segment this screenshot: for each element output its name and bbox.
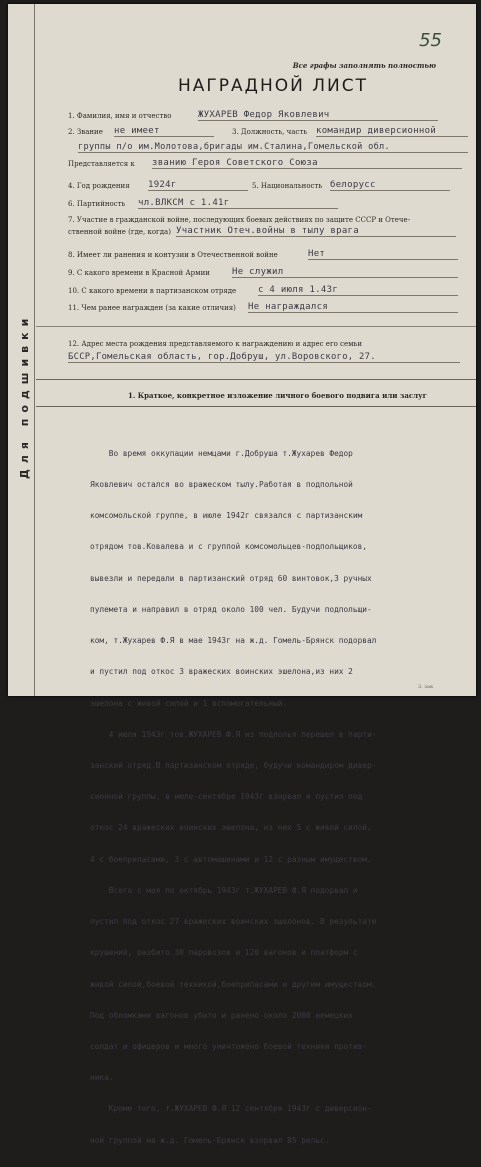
narrative-line: отрядом тов.Ковалева и с группой комсомольцев-подпольщиков, (90, 542, 367, 552)
narrative-line: Во время оккупации немцами г.Добруша т.Жухарев Федор (90, 448, 353, 458)
field-11-row (68, 304, 466, 316)
field-4-value: 1924г (148, 180, 248, 191)
field-10-label: 10. С какого времени в партизанском отряде (68, 287, 237, 295)
pencil-number: 55 (419, 30, 442, 51)
section-1-title: 1. Краткое, конкретное изложение личного боевого подвига или заслуг (128, 391, 427, 400)
field-11-value: Не награждался (248, 302, 458, 313)
narrative-line: пулемета и направил в отряд около 100 чел. Будучи подпольщи- (90, 604, 372, 614)
field-12-cont-row (68, 354, 466, 366)
field-1-label: 1. Фамилия, имя и отчество (68, 112, 172, 120)
narrative-line: Кроме того, т.ЖУХАРЕВ Ф.Я 12 сентября 1943г с диверсион- (90, 1104, 372, 1114)
narrative-line: и пустил под откос 3 вражеских воинских эшелона,из них 2 (90, 667, 353, 677)
field-3-cont-row (68, 144, 466, 156)
field-10-row (68, 287, 466, 299)
divider-section-top (36, 379, 476, 380)
field-5-label: 5. Национальность (252, 182, 323, 190)
field-1-row (68, 112, 466, 124)
field-9-value: Не служил (232, 267, 458, 278)
field-5-value: белорусс (330, 180, 450, 191)
narrative-line: Яковлевич остался во вражеском тылу.Работая в подпольной (90, 480, 353, 490)
narrative-line: ника. (90, 1073, 114, 1083)
narrative-line: вывезли и передали в партизанский отряд 60 винтовок,3 ручных (90, 573, 372, 583)
nomination-value: званию Героя Советского Союза (152, 158, 462, 169)
narrative-line: ной группой на ж.д. Гомель-Брянск взорвал 85 рельс. (90, 1135, 330, 1145)
page-title: НАГРАДНОЙ ЛИСТ (178, 76, 368, 96)
field-7-label-b: ственной войне (где, когда) (68, 228, 171, 236)
award-sheet (8, 4, 476, 1145)
divider-section-bottom (36, 406, 476, 407)
field-3-label: 3. Должность, часть (232, 128, 308, 136)
field-7-cont-row (68, 228, 466, 240)
nomination-row (68, 160, 466, 172)
narrative-line: пустил под откос 27 вражеских воинских эшелонов. В результате (90, 917, 377, 927)
field-12-row (68, 340, 466, 352)
binding-margin (8, 4, 35, 696)
field-2-label: 2. Звание (68, 128, 103, 136)
field-7-label-a: 7. Участие в гражданской войне, последующих боевых действиях по защите СССР и Отече- (68, 216, 411, 224)
narrative-line: Под обломками вагонов убито и ранено около 2000 немецких (90, 1010, 353, 1020)
field-2-3-row (68, 128, 466, 140)
field-2-value: не имеет (114, 126, 214, 137)
narrative-line: Всего с мая по октябрь 1943г т.ЖУХАРЕВ Ф.Я подорвал и (90, 885, 358, 895)
field-10-value: с 4 июля 1.43г (258, 285, 458, 296)
narrative-line: эшелона с живой силой и 1 вспомогательный. (90, 698, 288, 708)
field-8-row (68, 251, 466, 263)
header-note: Все графы заполнять полностью (292, 61, 436, 70)
narrative-line: 4 июля 1943г тов.ЖУХАРЕВ Ф.Я из подполья перешел в парти- (90, 729, 377, 739)
field-3-value-b: группы п/о им.Молотова,бригады им.Сталина,Гомельской обл. (78, 142, 468, 153)
print-mark: 3. зак (418, 684, 434, 690)
narrative-line: откос 24 вражеских воинских эшелона, из них 5 с живой силой, (90, 823, 372, 833)
field-6-value: чл.ВЛКСМ с 1.41г (138, 198, 338, 209)
field-4-5-row (68, 182, 466, 194)
field-7-value: Участник Отеч.войны в тылу врага (176, 226, 456, 237)
field-12-value: БССР,Гомельская область, гор.Добруш, ул.Воровского, 27. (68, 352, 460, 363)
divider-thin (36, 326, 476, 327)
field-6-label: 6. Партийность (68, 200, 126, 208)
field-11-label: 11. Чем ранее награжден (за какие отличия) (68, 304, 236, 312)
narrative-line: сионной группы, в июле-сентябре 1943г взорвал и пустил под (90, 792, 363, 802)
narrative-line: комсомольской группе, в июле 1942г связался с партизанским (90, 511, 363, 521)
nomination-label: Представляется к (68, 160, 135, 168)
binding-label: Для подшивки (18, 312, 31, 479)
narrative-line: солдат и офицеров и много уничтожено боевой техники против- (90, 1041, 367, 1051)
field-3-value-a: командир диверсионной (316, 126, 468, 137)
narrative-line: живой силой,боевой техникой,боеприпасами и другим имуществом. (90, 979, 377, 989)
field-4-label: 4. Год рождения (68, 182, 130, 190)
field-6-row (68, 200, 466, 212)
narrative-text (90, 428, 440, 1167)
narrative-line: занский отряд.В партизанском отряде, будучи командиром дивер- (90, 761, 377, 770)
field-1-value: ЖУХАРЕВ Федор Яковлевич (198, 110, 438, 121)
field-9-row (68, 269, 466, 281)
field-9-label: 9. С какого времени в Красной Армии (68, 269, 210, 277)
field-8-label: 8. Имеет ли ранения и контузии в Отечественной войне (68, 251, 278, 259)
field-8-value: Нет (308, 249, 458, 260)
narrative-line: ком, т.Жухарев Ф.Я в мае 1943г на ж.д. Гомель-Брянск подорвал (90, 636, 377, 646)
narrative-line: 4 с боеприпасами, 3 с автомашинами и 12 с разным имуществом. (90, 854, 372, 864)
narrative-line: крушений, разбито 30 паровозов и 120 вагонов и платформ с (90, 948, 358, 958)
field-12-label: 12. Адрес места рождения представляемого к награждению и адрес его семьи (68, 340, 363, 348)
